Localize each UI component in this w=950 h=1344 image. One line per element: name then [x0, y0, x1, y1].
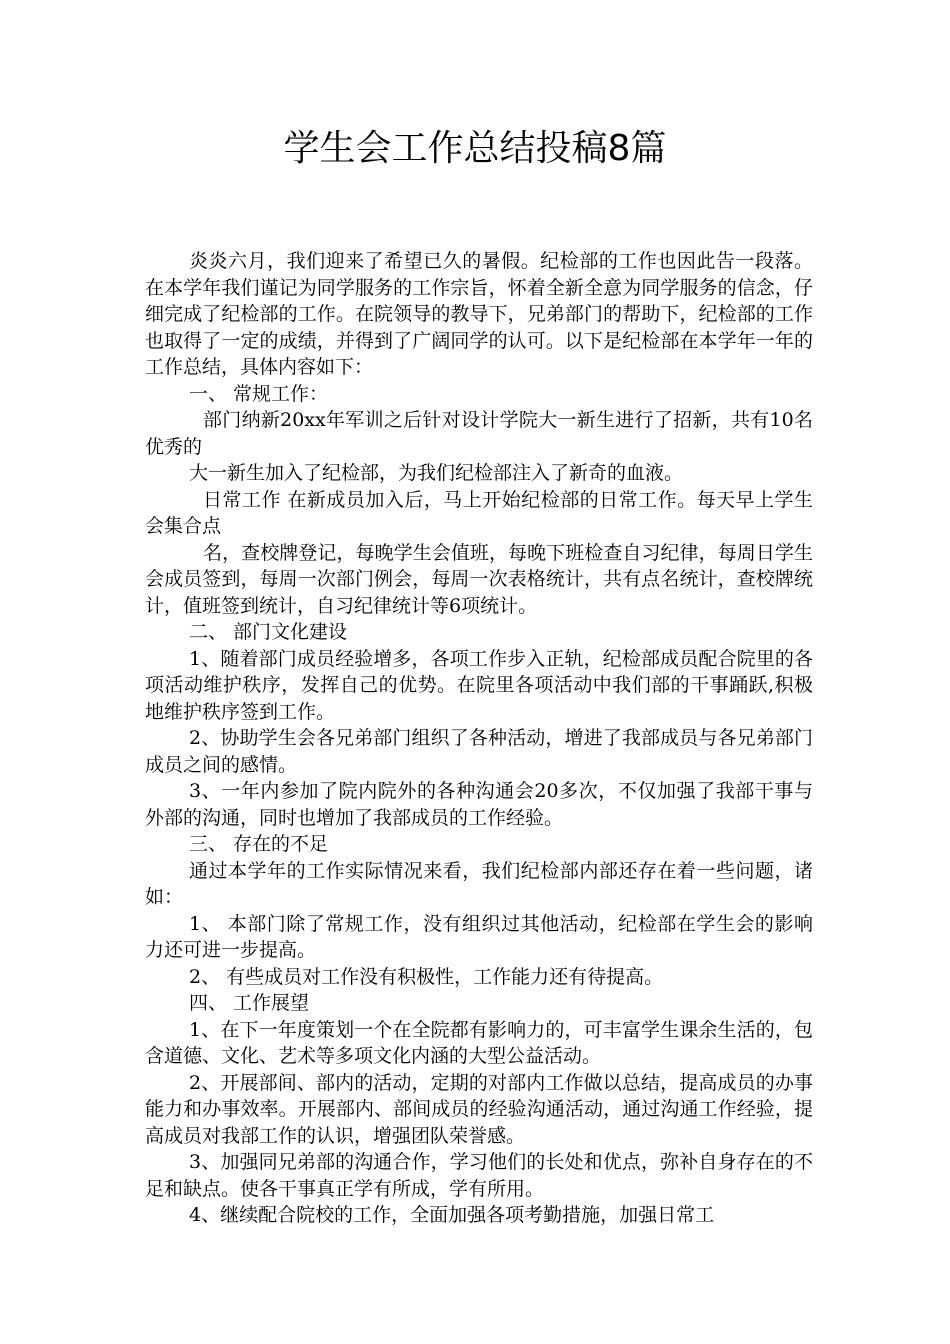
paragraph: 1、在下一年度策划一个在全院都有影响力的，可丰富学生课余生活的，包含道德、文化、艺术等多项文化内涵的大型公益活动。	[145, 1018, 813, 1067]
paragraph: 一、 常规工作：	[189, 382, 329, 405]
paragraph: 3、加强同兄弟部的沟通合作，学习他们的长处和优点，弥补自身存在的不足和缺点。使各干事真正学有所成，学有所用。	[145, 1151, 813, 1200]
paragraph: 2、协助学生会各兄弟部门组织了各种活动，增进了我部成员与各兄弟部门成员之间的感情。	[145, 727, 813, 776]
paragraph: 2、开展部间、部内的活动，定期的对部内工作做以总结，提高成员的办事能力和办事效率。开展部内、部间成员的经验沟通活动，通过沟通工作经验，提高成员对我部工作的认识，增强团队荣誉感。	[145, 1071, 813, 1147]
paragraph: 名，查校牌登记，每晚学生会值班，每晚下班检查自习纪律，每周日学生会成员签到，每周一次部门例会，每周一次表格统计，共有点名统计，查校牌统计，值班签到统计，自习纪律统计等6项统计。	[145, 541, 813, 617]
paragraph: 四、 工作展望	[189, 992, 310, 1014]
paragraph: 通过本学年的工作实际情况来看，我们纪检部内部还存在着一些问题，诸如：	[145, 859, 813, 908]
paragraph: 2、 有些成员对工作没有积极性，工作能力还有待提高。	[189, 965, 664, 988]
paragraph: 日常工作 在新成员加入后，马上开始纪检部的日常工作。每天早上学生会集合点	[145, 488, 813, 537]
paragraph: 三、 存在的不足	[189, 833, 329, 855]
paragraph: 1、随着部门成员经验增多，各项工作步入正轨，纪检部成员配合院里的各项活动维护秩序，发挥自己的优势。在院里各项活动中我们部的干事踊跃,积极地维护秩序签到工作。	[145, 647, 813, 723]
paragraph: 部门纳新20xx年军训之后针对设计学院大一新生进行了招新，共有10名优秀的	[145, 409, 813, 458]
paragraph: 二、 部门文化建设	[189, 621, 348, 643]
paragraph: 大一新生加入了纪检部，为我们纪检部注入了新奇的血液。	[189, 462, 684, 484]
document-body	[145, 248, 813, 1229]
paragraph: 1、 本部门除了常规工作，没有组织过其他活动，纪检部在学生会的影响力还可进一步提高。	[145, 912, 813, 961]
document-title: 学生会工作总结投稿8篇	[283, 128, 667, 169]
paragraph: 炎炎六月，我们迎来了希望已久的暑假。纪检部的工作也因此告一段落。在本学年我们谨记为同学服务的工作宗旨，怀着全新全意为同学服务的信念，仔细完成了纪检部的工作。在院领导的教导下，兄弟部门的帮助下，纪检部的工作也取得了一定的成绩，并得到了广阔同学的认可。以下是纪检部在本学年一年的工作总结，具体内容如下：	[145, 250, 813, 378]
paragraph: 4、继续配合院校的工作，全面加强各项考勤措施，加强日常工	[189, 1204, 715, 1226]
paragraph: 3、一年内参加了院内院外的各种沟通会20多次，不仅加强了我部干事与外部的沟通，同时也增加了我部成员的工作经验。	[145, 780, 813, 829]
